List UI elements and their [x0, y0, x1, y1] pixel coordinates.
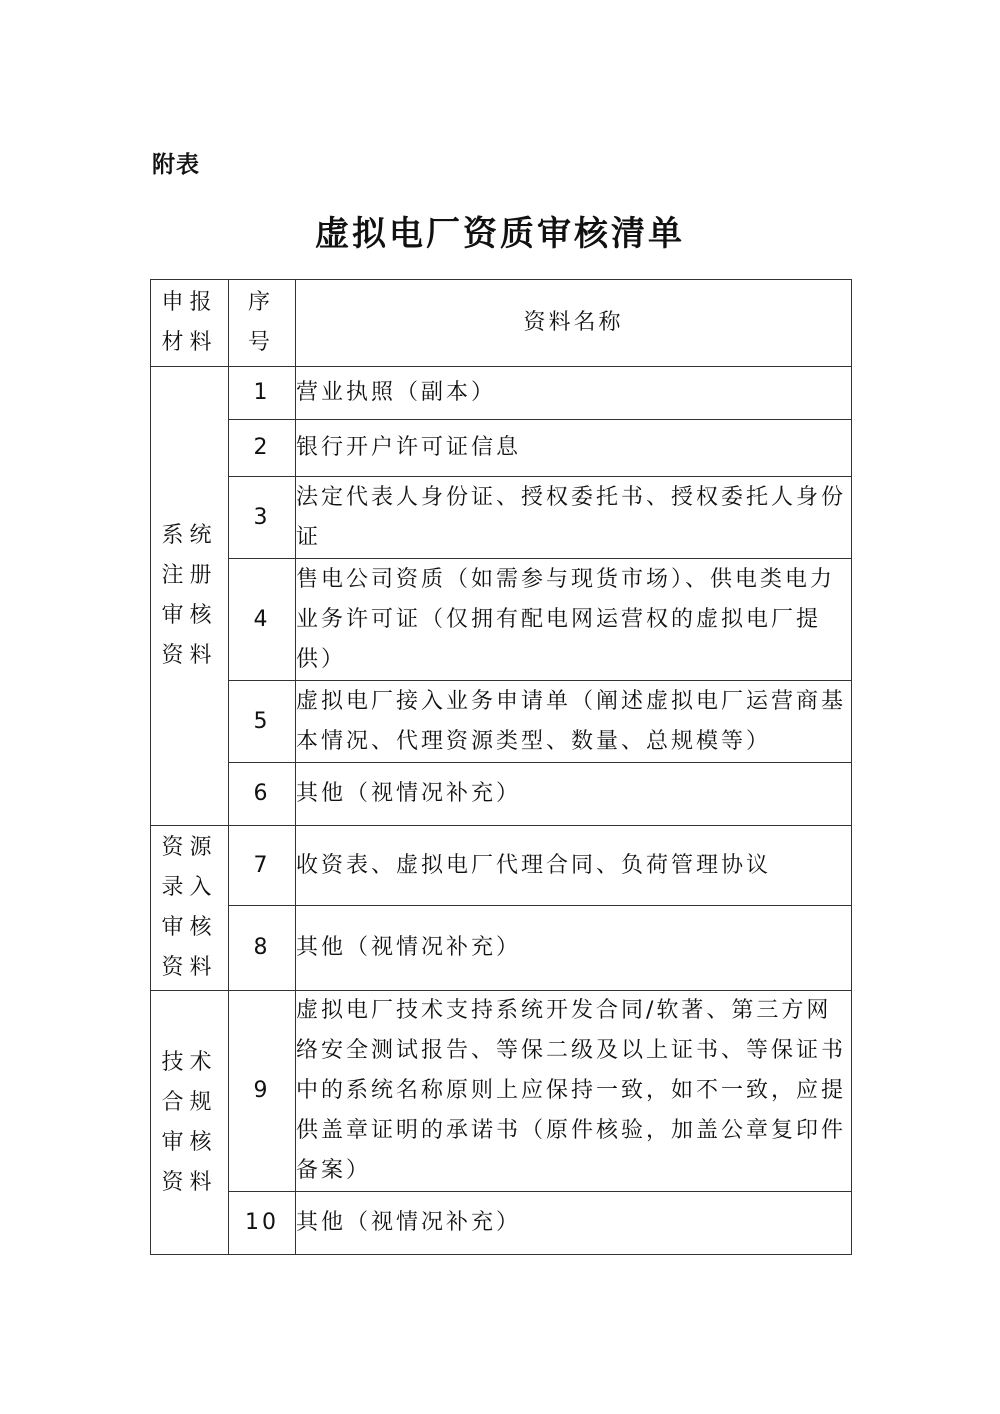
- row-name: 银行开户许可证信息: [296, 420, 852, 477]
- row-number: 5: [229, 681, 296, 763]
- header-name: 资料名称: [296, 280, 852, 367]
- attachment-label: 附表: [152, 152, 200, 178]
- row-name: 其他（视情况补充）: [296, 763, 852, 826]
- table-row: [151, 991, 852, 1192]
- table-row: [151, 763, 852, 826]
- row-number: 2: [229, 420, 296, 477]
- category-cell: 系统注册审核资料: [151, 367, 229, 826]
- table-header-row: [151, 280, 852, 367]
- table-row: [151, 826, 852, 906]
- row-number: 10: [229, 1192, 296, 1255]
- row-name: 营业执照（副本）: [296, 367, 852, 420]
- row-number: 1: [229, 367, 296, 420]
- row-number: 7: [229, 826, 296, 906]
- row-name: 虚拟电厂技术支持系统开发合同/软著、第三方网络安全测试报告、等保二级及以上证书、等保证书中的系统名称原则上应保持一致，如不一致，应提供盖章证明的承诺书（原件核验，加盖公章复印件备案）: [296, 991, 852, 1192]
- qualification-table: [150, 279, 852, 1255]
- row-name: 法定代表人身份证、授权委托书、授权委托人身份证: [296, 477, 852, 559]
- document-title: 虚拟电厂资质审核清单: [315, 214, 685, 254]
- row-name: 其他（视情况补充）: [296, 906, 852, 991]
- row-name: 其他（视情况补充）: [296, 1192, 852, 1255]
- row-number: 3: [229, 477, 296, 559]
- row-name: 售电公司资质（如需参与现货市场）、供电类电力业务许可证（仅拥有配电网运营权的虚拟电厂提供）: [296, 559, 852, 681]
- header-category: 申报材料: [151, 280, 229, 367]
- table-row: [151, 477, 852, 559]
- row-number: 8: [229, 906, 296, 991]
- category-cell: 资源录入审核资料: [151, 826, 229, 991]
- table-row: [151, 1192, 852, 1255]
- row-number: 9: [229, 991, 296, 1192]
- table-row: [151, 420, 852, 477]
- row-name: 收资表、虚拟电厂代理合同、负荷管理协议: [296, 826, 852, 906]
- row-number: 4: [229, 559, 296, 681]
- table-row: [151, 906, 852, 991]
- table-row: [151, 367, 852, 420]
- table-row: [151, 681, 852, 763]
- category-cell: 技术合规审核资料: [151, 991, 229, 1255]
- header-number: 序号: [229, 280, 296, 367]
- row-name: 虚拟电厂接入业务申请单（阐述虚拟电厂运营商基本情况、代理资源类型、数量、总规模等）: [296, 681, 852, 763]
- table-row: [151, 559, 852, 681]
- row-number: 6: [229, 763, 296, 826]
